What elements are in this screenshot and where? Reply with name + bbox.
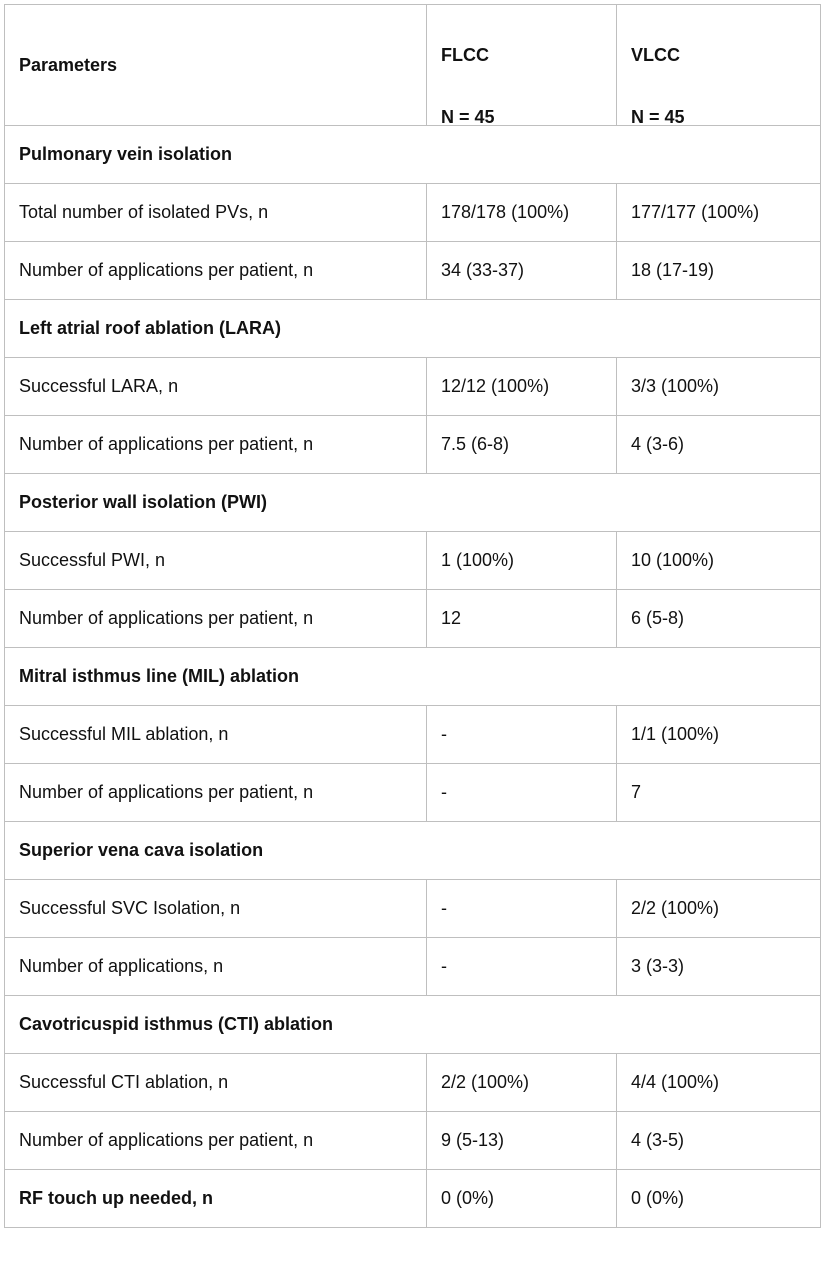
parameter-cell: Total number of isolated PVs, n <box>5 184 427 242</box>
vlcc-value-cell: 3/3 (100%) <box>617 358 821 416</box>
section-title: Pulmonary vein isolation <box>5 126 821 184</box>
flcc-value-cell: 1 (100%) <box>427 532 617 590</box>
header-vlcc-name: VLCC <box>631 45 680 65</box>
table-row <box>5 590 821 648</box>
table-row <box>5 706 821 764</box>
section-title: Mitral isthmus line (MIL) ablation <box>5 648 821 706</box>
vlcc-value-cell: 4/4 (100%) <box>617 1054 821 1112</box>
table-row <box>5 764 821 822</box>
section-row <box>5 996 821 1054</box>
header-vlcc <box>617 5 821 126</box>
parameter-cell: RF touch up needed, n <box>5 1170 427 1228</box>
vlcc-value-cell: 3 (3-3) <box>617 938 821 996</box>
vlcc-value-cell: 2/2 (100%) <box>617 880 821 938</box>
flcc-value-cell: 12/12 (100%) <box>427 358 617 416</box>
flcc-value-cell: 2/2 (100%) <box>427 1054 617 1112</box>
parameter-cell: Successful PWI, n <box>5 532 427 590</box>
header-flcc-n: N = 45 <box>441 107 495 126</box>
table-row <box>5 938 821 996</box>
flcc-value-cell: 178/178 (100%) <box>427 184 617 242</box>
header-parameters: Parameters <box>5 5 427 126</box>
parameter-cell: Successful MIL ablation, n <box>5 706 427 764</box>
table-row <box>5 880 821 938</box>
parameter-cell: Successful LARA, n <box>5 358 427 416</box>
section-row <box>5 648 821 706</box>
table-row <box>5 358 821 416</box>
vlcc-value-cell: 7 <box>617 764 821 822</box>
results-table <box>4 4 821 1228</box>
parameter-cell: Successful CTI ablation, n <box>5 1054 427 1112</box>
table-row <box>5 532 821 590</box>
vlcc-value-cell: 177/177 (100%) <box>617 184 821 242</box>
table-row <box>5 1054 821 1112</box>
vlcc-value-cell: 4 (3-5) <box>617 1112 821 1170</box>
section-row <box>5 822 821 880</box>
table-row <box>5 184 821 242</box>
section-row <box>5 126 821 184</box>
vlcc-value-cell: 1/1 (100%) <box>617 706 821 764</box>
section-title: Posterior wall isolation (PWI) <box>5 474 821 532</box>
flcc-value-cell: 7.5 (6-8) <box>427 416 617 474</box>
table-row <box>5 242 821 300</box>
flcc-value-cell: 12 <box>427 590 617 648</box>
parameter-cell: Number of applications per patient, n <box>5 242 427 300</box>
flcc-value-cell: - <box>427 764 617 822</box>
section-title: Cavotricuspid isthmus (CTI) ablation <box>5 996 821 1054</box>
table-row <box>5 1170 821 1228</box>
parameter-cell: Number of applications per patient, n <box>5 764 427 822</box>
header-row <box>5 5 821 126</box>
vlcc-value-cell: 18 (17-19) <box>617 242 821 300</box>
vlcc-value-cell: 4 (3-6) <box>617 416 821 474</box>
parameter-cell: Successful SVC Isolation, n <box>5 880 427 938</box>
parameter-cell: Number of applications per patient, n <box>5 590 427 648</box>
flcc-value-cell: - <box>427 880 617 938</box>
flcc-value-cell: 0 (0%) <box>427 1170 617 1228</box>
section-row <box>5 474 821 532</box>
header-flcc-name: FLCC <box>441 45 489 65</box>
header-vlcc-n: N = 45 <box>631 107 685 126</box>
flcc-value-cell: - <box>427 938 617 996</box>
section-title: Left atrial roof ablation (LARA) <box>5 300 821 358</box>
parameter-cell: Number of applications, n <box>5 938 427 996</box>
parameter-cell: Number of applications per patient, n <box>5 416 427 474</box>
table-row <box>5 1112 821 1170</box>
flcc-value-cell: 9 (5-13) <box>427 1112 617 1170</box>
vlcc-value-cell: 0 (0%) <box>617 1170 821 1228</box>
parameter-cell: Number of applications per patient, n <box>5 1112 427 1170</box>
header-flcc <box>427 5 617 126</box>
flcc-value-cell: 34 (33-37) <box>427 242 617 300</box>
section-title: Superior vena cava isolation <box>5 822 821 880</box>
results-table-body <box>5 5 821 1228</box>
section-row <box>5 300 821 358</box>
vlcc-value-cell: 6 (5-8) <box>617 590 821 648</box>
vlcc-value-cell: 10 (100%) <box>617 532 821 590</box>
flcc-value-cell: - <box>427 706 617 764</box>
table-row <box>5 416 821 474</box>
